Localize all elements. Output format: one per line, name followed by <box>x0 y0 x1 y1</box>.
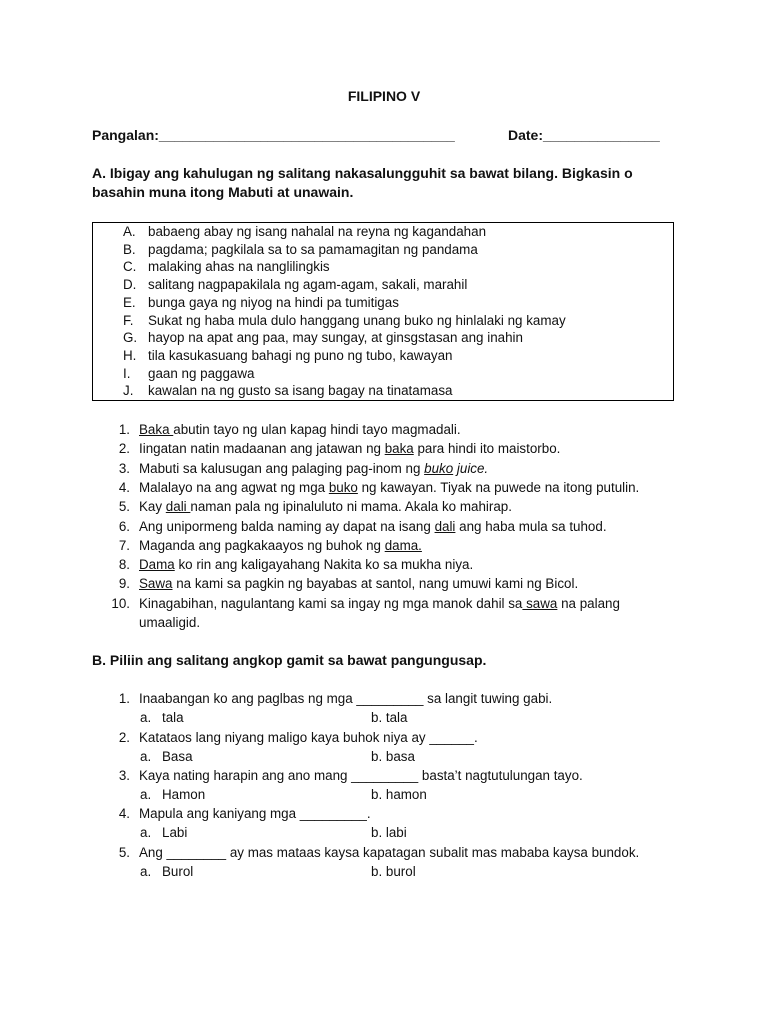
sentence-text: Mabuti sa kalusugan ang palaging pag-inom ng <box>139 460 425 476</box>
sentence-text: abutin tayo ng ulan kapag hindi tayo magmadali. <box>173 422 461 437</box>
item-sentence <box>139 420 461 439</box>
item-number: 2. <box>118 729 130 745</box>
underlined-word: dali <box>434 518 456 534</box>
section-a-instruction: A. Ibigay ang kahulugan ng salitang nakasalungguhit sa bawat bilang. Bigkasin o basahin muna itong Mabuti at unawain. <box>92 165 633 200</box>
item-sentence-continued: umaaligid. <box>139 615 201 630</box>
choice-b: b. hamon <box>371 787 427 802</box>
sentence-text: Ang unipormeng balda naming ay dapat na isang <box>139 518 435 534</box>
sentence-text: na kami sa pagkin ng bayabas at santol, nang umuwi kami ng Bicol. <box>172 576 579 592</box>
question-text: Kaya nating harapin ang ano mang _________ basta’t nagtutulungan tayo. <box>139 768 583 783</box>
definition-text: salitang nagpapakilala ng agam-agam, sakali, marahil <box>148 277 468 293</box>
item-sentence <box>139 536 422 555</box>
question-text: Katataos lang niyang maligo kaya buhok niya ay ______. <box>139 729 478 745</box>
choice-letter: a. <box>140 787 152 802</box>
item-number: 3. <box>118 768 130 783</box>
question-text: Mapula ang kaniyang mga _________. <box>139 806 371 821</box>
underlined-word: Baka <box>139 422 174 437</box>
item-number: 6. <box>118 518 130 534</box>
item-number: 5. <box>118 845 130 860</box>
definition-letter: F. <box>123 312 134 328</box>
item-number: 4. <box>118 479 130 495</box>
item-number: 9. <box>118 576 130 592</box>
sentence-text: ko rin ang kaligayahang Nakita ko sa mukha niya. <box>174 557 474 573</box>
definition-letter: C. <box>123 259 137 275</box>
choice-text: Basa <box>162 748 193 764</box>
definition-letter: E. <box>123 294 136 310</box>
page-title: FILIPINO V <box>347 88 421 104</box>
item-sentence <box>139 574 578 593</box>
definition-letter: A. <box>123 224 136 239</box>
item-number: 7. <box>118 537 130 553</box>
sentence-text: naman pala ng ipinaluluto ni mama. Akala ko mahirap. <box>190 499 512 515</box>
choice-text: Burol <box>162 864 194 879</box>
choice-b: b. burol <box>371 864 416 879</box>
sentence-text: ang haba mula sa tuhod. <box>455 518 607 534</box>
item-number: 1. <box>118 422 130 437</box>
choice-b: b. tala <box>371 710 408 725</box>
sentence-text: Maganda ang pagkakaayos ng buhok ng <box>139 537 385 553</box>
item-sentence <box>139 478 639 497</box>
choice-text: Hamon <box>162 787 206 802</box>
choice-a <box>140 862 194 881</box>
underlined-word: Dama <box>139 557 175 573</box>
choice-b: b. basa <box>371 748 415 764</box>
choice-a <box>140 823 188 842</box>
item-number: 4. <box>118 806 130 821</box>
definition-text: pagdama; pagkilala sa to sa pamamagitan ng pandama <box>148 241 478 257</box>
item-sentence <box>139 459 488 478</box>
item-number: 2. <box>118 441 130 457</box>
definition-text: gaan ng paggawa <box>148 365 255 381</box>
choice-letter: a. <box>140 825 152 840</box>
underlined-word: sawa <box>522 595 558 611</box>
underlined-word: buko <box>424 460 454 476</box>
choice-letter: a. <box>140 710 152 725</box>
definition-text: babaeng abay ng isang nahalal na reyna ng kagandahan <box>148 224 487 239</box>
definition-letter: G. <box>123 330 138 346</box>
sentence-text: Iingatan natin madaanan ang jatawan ng <box>139 441 385 457</box>
item-number: 1. <box>118 691 130 706</box>
definition-letter: I. <box>123 365 131 381</box>
choice-a <box>140 708 184 727</box>
definition-text: tila kasukasuang bahagi ng puno ng tubo, kawayan <box>148 347 453 363</box>
sentence-text: Kinagabihan, nagulantang kami sa ingay ng mga manok dahil sa <box>139 595 523 611</box>
definition-text: bunga gaya ng niyog na hindi pa tumitigas <box>148 294 399 310</box>
underlined-word: dali <box>165 499 191 515</box>
name-field-label: Pangalan:______________________________________ <box>92 127 455 143</box>
underlined-word: dama. <box>384 537 422 553</box>
definitions-box <box>92 222 674 401</box>
definition-letter: J. <box>123 383 134 399</box>
definition-text: Sukat ng haba mula dulo hanggang unang buko ng hinlalaki ng kamay <box>148 312 566 328</box>
item-number: 3. <box>118 460 130 476</box>
sentence-text: ng kawayan. Tiyak na puwede na itong putulin. <box>357 479 640 495</box>
item-sentence <box>139 594 620 613</box>
sentence-text: Malalayo na ang agwat ng mga <box>139 479 329 495</box>
item-sentence <box>139 497 512 516</box>
section-b-instruction: B. Piliin ang salitang angkop gamit sa bawat pangungusap. <box>92 652 487 668</box>
underlined-word: buko <box>328 479 358 495</box>
underlined-word: Sawa <box>139 576 173 592</box>
question-text: Inaabangan ko ang paglbas ng mga _________ sa langit tuwing gabi. <box>139 691 553 706</box>
item-number: 8. <box>118 557 130 573</box>
choice-letter: a. <box>140 748 152 764</box>
definition-text: kawalan na ng gusto sa isang bagay na tinatamasa <box>148 383 453 399</box>
question-text: Ang ________ ay mas mataas kaysa kapatagan subalit mas mababa kaysa bundok. <box>139 845 640 860</box>
sentence-text: juice. <box>453 460 489 476</box>
choice-text: Labi <box>162 825 188 840</box>
item-number: 10. <box>111 595 130 611</box>
sentence-text: na palang <box>557 595 620 611</box>
choice-text: tala <box>162 710 184 725</box>
item-sentence <box>139 517 607 536</box>
definition-text: hayop na apat ang paa, may sungay, at ginsgstasan ang inahin <box>148 330 523 346</box>
choice-a <box>140 747 193 766</box>
sentence-text: para hindi ito maistorbo. <box>413 441 561 457</box>
choice-b: b. labi <box>371 825 407 840</box>
definition-letter: D. <box>123 277 137 293</box>
item-sentence <box>139 439 560 458</box>
definition-letter: H. <box>123 347 137 363</box>
date-field-label: Date:_______________ <box>508 127 660 143</box>
item-number: 5. <box>118 499 130 515</box>
sentence-text: Kay <box>139 499 166 515</box>
choice-letter: a. <box>140 864 152 879</box>
underlined-word: baka <box>384 441 414 457</box>
definition-text: malaking ahas na nanglilingkis <box>148 259 330 275</box>
choice-a <box>140 785 206 804</box>
definition-letter: B. <box>123 241 136 257</box>
item-sentence <box>139 555 473 574</box>
